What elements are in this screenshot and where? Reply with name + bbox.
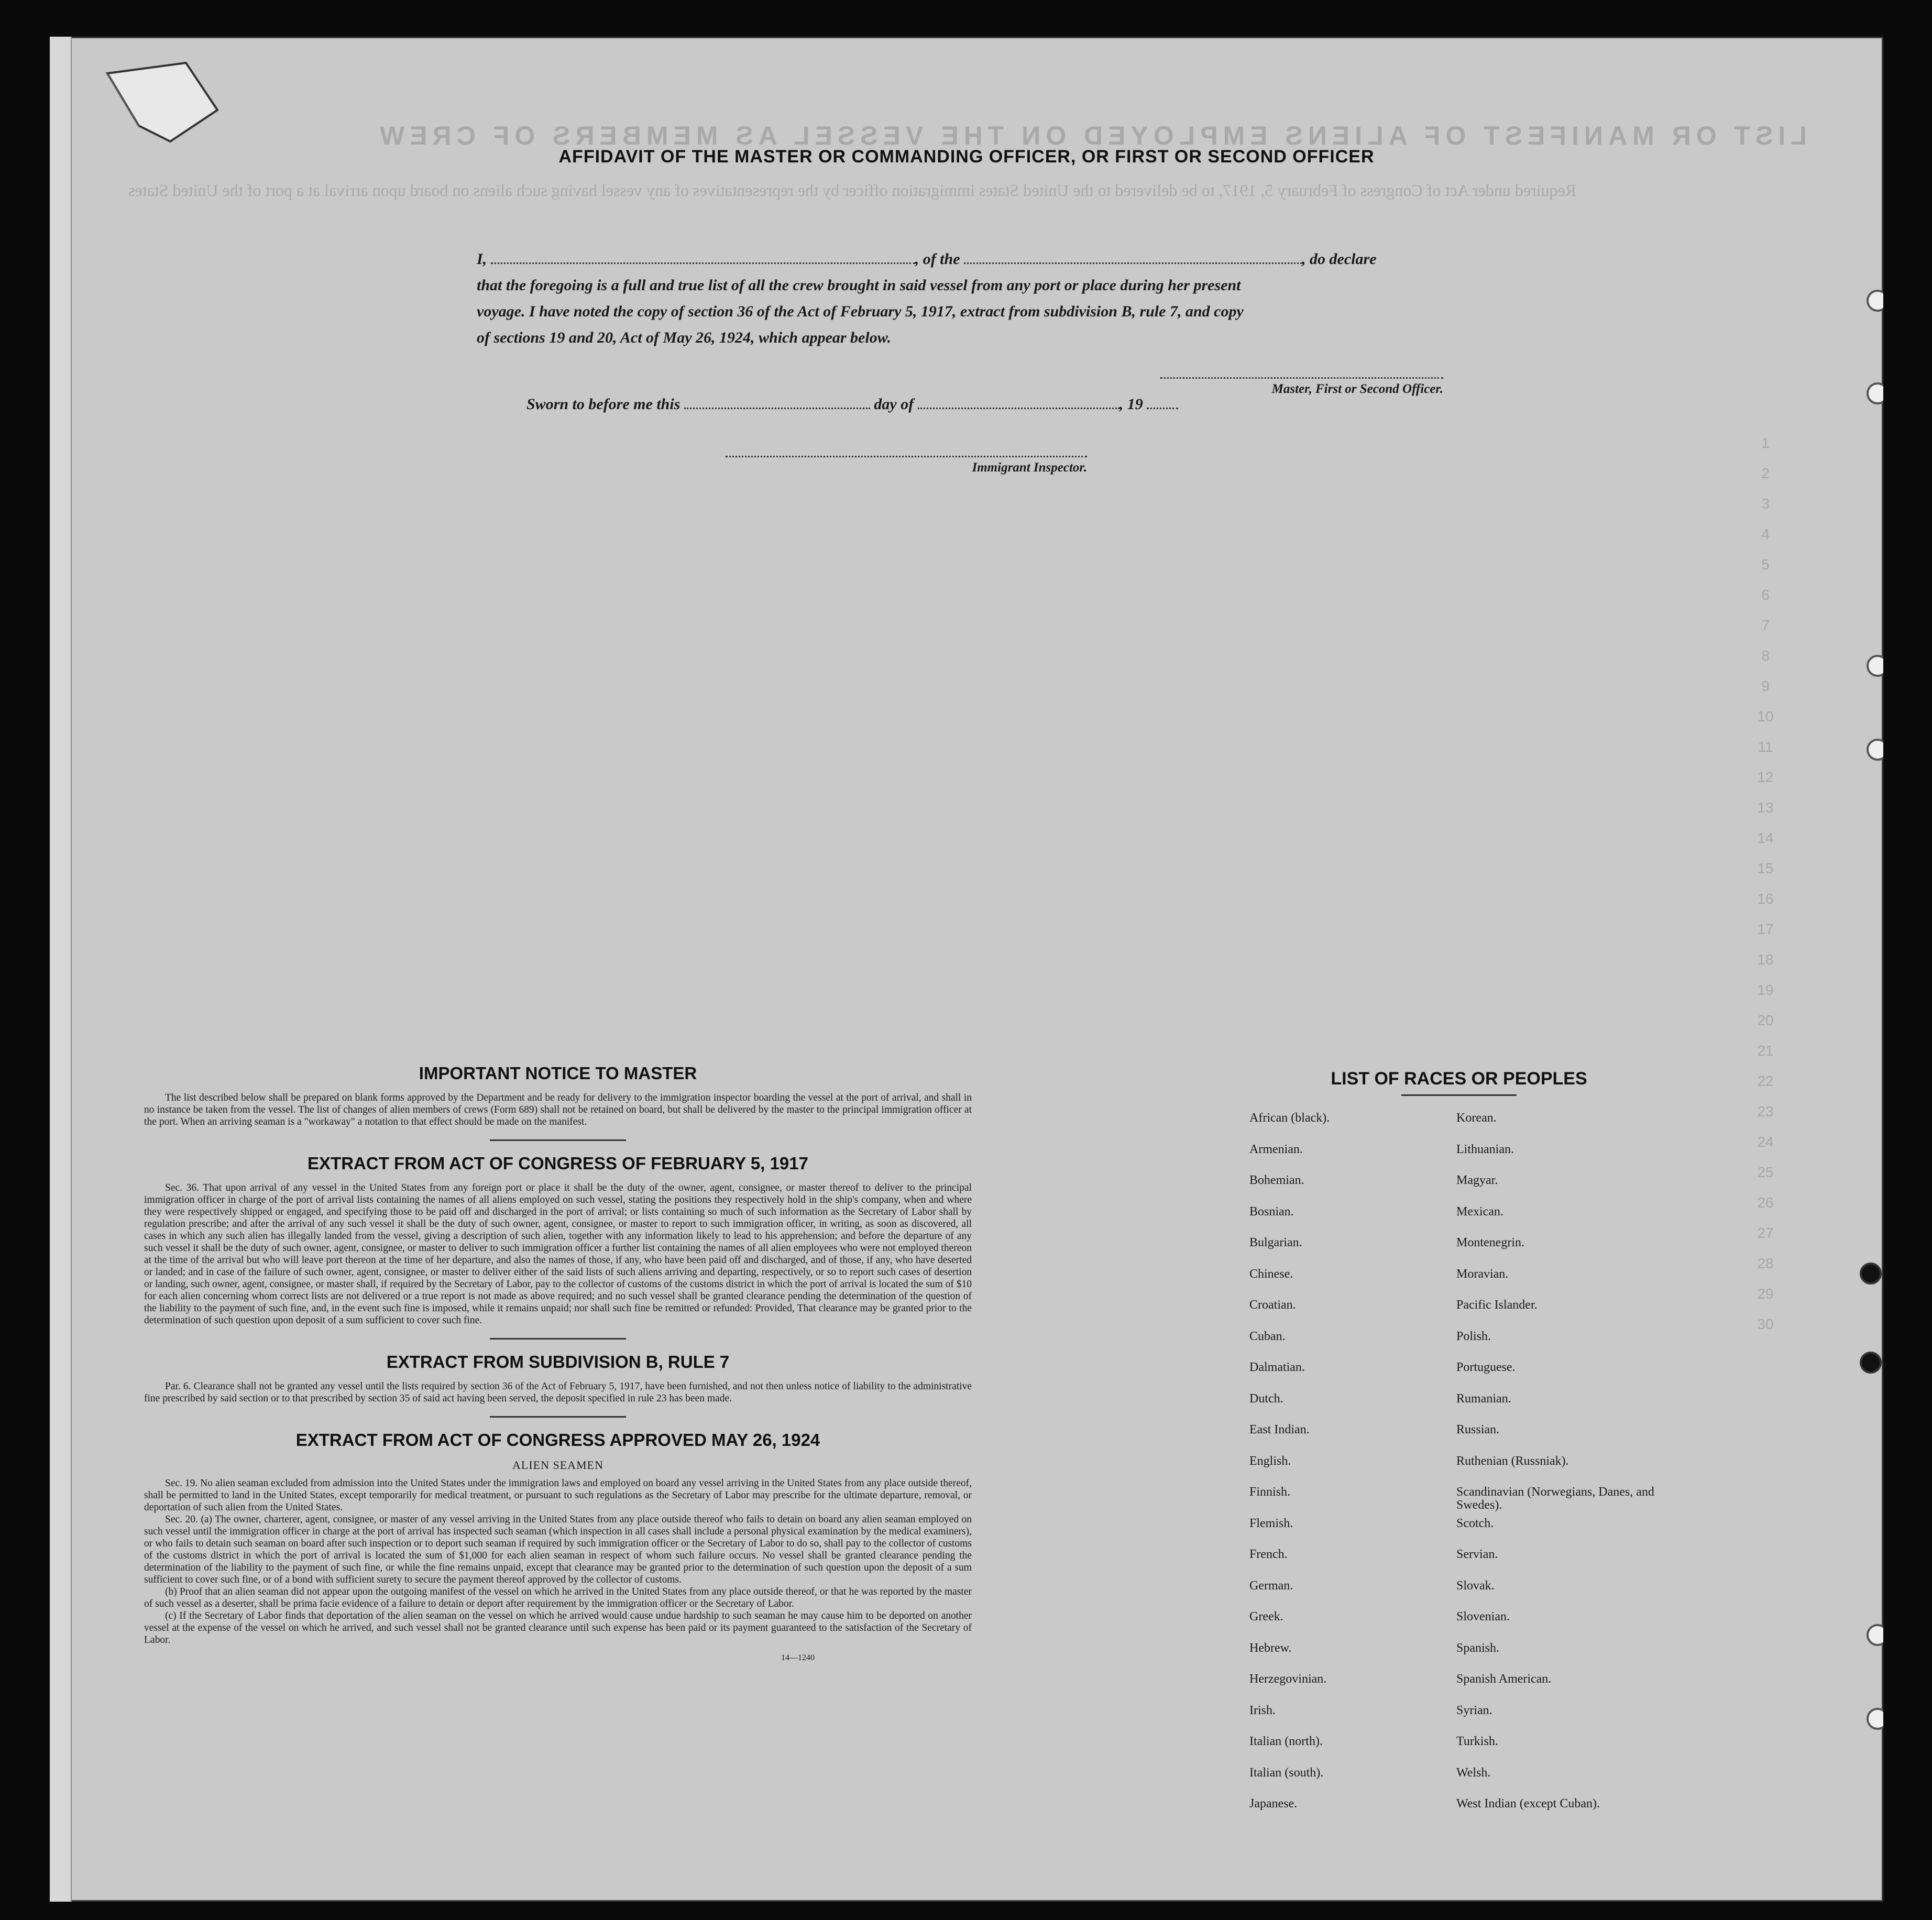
race-item: Turkish.	[1456, 1735, 1498, 1748]
notice-text: The list described below shall be prepared on blank forms approved by the Department and be ready for delivery to the immigration inspector boarding the vessel at the port of arrival, and shall in no instance be taken from the vessel. The list of changes of alien members of crews (Form 689) shall not be retained on board, but shall be delivered by the master to the principal immigration officer at the port. When an arriving seaman is a "workaway" a notation to that effect should be made on the manifest.	[144, 1092, 972, 1127]
master-signature	[1160, 361, 1443, 397]
race-item: Spanish.	[1456, 1641, 1500, 1655]
ghost-row-number: 11	[1758, 739, 1773, 755]
master-signature-line[interactable]	[1160, 361, 1443, 379]
ghost-row-number: 13	[1757, 799, 1774, 816]
ghost-row-number: 26	[1757, 1194, 1774, 1211]
race-item: Slovenian.	[1456, 1610, 1510, 1623]
extract-1917-title: EXTRACT FROM ACT OF CONGRESS OF FEBRUARY 5, 1917	[308, 1154, 808, 1173]
ghost-row-number: 24	[1757, 1134, 1774, 1150]
inspector-caption: Immigrant Inspector.	[972, 460, 1087, 475]
affidavit-line-1	[477, 246, 1561, 272]
affidavit-line1-a: I,	[477, 250, 487, 268]
punch-hole	[1867, 1708, 1883, 1730]
inspector-signature-line[interactable]	[726, 440, 1087, 457]
sworn-month-field[interactable]	[918, 396, 1119, 409]
race-item: French.	[1249, 1548, 1288, 1561]
divider	[490, 1416, 626, 1418]
ghost-row-number: 22	[1757, 1073, 1774, 1089]
race-item: Slovak.	[1456, 1578, 1495, 1593]
ghost-row-number: 1	[1761, 435, 1770, 451]
affidavit-line1-c: , do declare	[1302, 250, 1377, 268]
race-item: African (black).	[1249, 1111, 1330, 1125]
race-item: Hebrew.	[1249, 1641, 1292, 1655]
race-item: Welsh.	[1456, 1765, 1491, 1780]
punch-hole	[1867, 1624, 1883, 1646]
extract-rule7-title: EXTRACT FROM SUBDIVISION B, RULE 7	[386, 1352, 730, 1372]
ghost-row-number: 27	[1757, 1225, 1774, 1241]
ghost-row-number: 14	[1757, 830, 1774, 846]
sworn-c: , 19	[1119, 396, 1143, 413]
sworn-a: Sworn to before me this	[526, 396, 680, 413]
punch-hole	[1867, 382, 1883, 404]
extract-1924-title: EXTRACT FROM ACT OF CONGRESS APPROVED MAY 26, 1924	[295, 1430, 820, 1450]
ghost-row-number: 18	[1757, 951, 1774, 968]
race-item: Cuban.	[1249, 1329, 1286, 1343]
manifest-sheet	[50, 37, 1883, 1902]
sec19-text: Sec. 19. No alien seaman excluded from admission into the United States under the immigration laws and employed on board any vessel arriving in the United States from any place outside thereof, shall be permitted to land in the United States, except temporarily for medical treatment, or pursuant to such regulations as the Secretary of Labor may prescribe for the ultimate departure, removal, or deportation of such alien from the United States.	[144, 1478, 972, 1513]
race-item: Syrian.	[1456, 1703, 1492, 1717]
race-item: Russian.	[1456, 1423, 1500, 1436]
legal-extracts	[144, 1063, 972, 1663]
ghost-row-numbers	[1742, 435, 1789, 1346]
form-number: 14—1240	[781, 1653, 815, 1662]
ghost-row-number: 2	[1761, 465, 1770, 481]
ghost-row-number: 23	[1757, 1103, 1774, 1120]
race-item: Portuguese.	[1456, 1361, 1516, 1374]
race-item: Bulgarian.	[1249, 1236, 1302, 1249]
ghost-row-number: 9	[1761, 678, 1770, 694]
ghost-row-number: 10	[1757, 708, 1774, 725]
race-item: Scandinavian (Norwegians, Danes, and Swedes).	[1456, 1485, 1654, 1512]
ghost-row-number: 25	[1757, 1164, 1774, 1180]
sec20c-text: (c) If the Secretary of Labor finds that deportation of the alien seaman on the vessel on which he arrived would cause undue hardship to such seaman he may cause him to be deported on another vessel at the expense of the vessel on which he arrived, and such vessel shall not be granted clearance until such expense has been paid or its payment guaranteed to the satisfaction of the Secretary of Labor.	[144, 1610, 972, 1645]
race-item: Irish.	[1249, 1703, 1276, 1717]
sec20b-text: (b) Proof that an alien seaman did not appear upon the outgoing manifest of the vessel on which he arrived in the United States from any place outside thereof, or that he was reported by the master of such vessel as a deserter, shall be prima facie evidence of a failure to detain or deport after requirement by the immigration officer or the Secretary of Labor.	[144, 1586, 972, 1609]
ghost-row-number: 4	[1761, 526, 1770, 542]
sworn-year-field[interactable]	[1147, 396, 1178, 409]
punch-hole	[1867, 290, 1883, 312]
extract-1924-subhead: ALIEN SEAMEN	[512, 1458, 603, 1472]
ghost-row-number: 29	[1757, 1286, 1774, 1302]
race-item: Armenian.	[1249, 1142, 1303, 1156]
punch-hole	[1867, 655, 1883, 677]
ghost-row-number: 30	[1757, 1316, 1774, 1332]
race-item: Korean.	[1456, 1111, 1497, 1125]
ghost-row-number: 5	[1761, 556, 1770, 573]
race-item: Herzegovinian.	[1249, 1672, 1327, 1686]
race-item: Japanese.	[1249, 1797, 1298, 1811]
ghost-subtitle: Required under Act of Congress of February 5, 1917, to be delivered to the United States immigration officer by the representatives of any vessel having such aliens on board upon arrival at a port of the United States	[128, 181, 1577, 200]
divider	[1401, 1094, 1517, 1096]
race-item: Greek.	[1249, 1610, 1283, 1623]
ghost-row-number: 16	[1757, 891, 1774, 907]
race-item: Finnish.	[1249, 1485, 1291, 1499]
ghost-row-number: 7	[1761, 617, 1770, 633]
race-item: East Indian.	[1249, 1423, 1310, 1436]
race-item: Servian.	[1456, 1548, 1498, 1561]
name-field[interactable]	[491, 251, 915, 264]
race-item: Dalmatian.	[1249, 1361, 1305, 1374]
race-item: English.	[1249, 1454, 1291, 1468]
punch-hole	[1860, 1263, 1882, 1285]
affidavit-title: AFFIDAVIT OF THE MASTER OR COMMANDING OFFICER, OR FIRST OR SECOND OFFICER	[558, 147, 1375, 167]
sworn-day-field[interactable]	[684, 396, 870, 409]
affidavit-line-4: of sections 19 and 20, Act of May 26, 1924, which appear below.	[477, 329, 892, 346]
sec20a-text: Sec. 20. (a) The owner, charterer, agent, consignee, or master of any vessel arriving in the United States from any place outside thereof who fails to detain on board any alien seaman employed on such vessel until the immigration officer in charge at the port of arrival has inspected such seaman (which inspection in all cases shall include a personal physical examination by the medical examiners), or who fails to detain such seaman on board after such inspection or to deport such seaman if required by such immigration officer or the Secretary of Labor to do so, shall pay to the collector of customs of the customs district in which the port of arrival is located the sum of $1,000 for each alien seaman in respect of whom such failure occurs. No vessel shall be granted clearance pending the determination of the liability to the payment of such fine, or while the fine remains unpaid, except that clearance may be granted prior to the determination of such question upon the deposit of a sum sufficient to cover such fine, or of a bond with sufficient surety to secure the payment thereof approved by the collector of customs.	[144, 1514, 972, 1585]
race-item: Bosnian.	[1249, 1204, 1294, 1219]
race-item: Montenegrin.	[1456, 1236, 1524, 1249]
affidavit-line-3: voyage. I have noted the copy of section 36 of the Act of February 5, 1917, extract from subdivision B, rule 7, and copy	[477, 303, 1244, 320]
race-item: Moravian.	[1456, 1267, 1509, 1281]
race-item: Ruthenian (Russniak).	[1456, 1454, 1569, 1468]
race-item: Pacific Islander.	[1456, 1298, 1538, 1312]
punch-hole	[1860, 1352, 1882, 1374]
race-item: Scotch.	[1456, 1516, 1494, 1530]
ghost-row-number: 3	[1761, 496, 1770, 512]
race-item: Italian (south).	[1249, 1765, 1324, 1780]
punch-hole	[1867, 739, 1883, 761]
race-item: Rumanian.	[1456, 1391, 1511, 1406]
race-item: Lithuanian.	[1456, 1142, 1514, 1156]
race-item: Spanish American.	[1456, 1672, 1552, 1686]
ghost-row-number: 20	[1757, 1012, 1774, 1028]
race-item: Croatian.	[1249, 1298, 1296, 1312]
divider	[490, 1338, 626, 1340]
race-item: Flemish.	[1249, 1516, 1293, 1530]
affidavit-body	[477, 246, 1561, 351]
ghost-row-number: 17	[1757, 921, 1774, 937]
races-title: LIST OF RACES OR PEOPLES	[1331, 1069, 1587, 1089]
extract-1917-text: Sec. 36. That upon arrival of any vessel in the United States from any foreign port or place it shall be the duty of the owner, agent, consignee, or master thereof to deliver to the principal immigration officer in charge of the port of arrival lists containing the names of all aliens employed on such vessel, stating the positions they respectively hold in the ship's company, when and where they were respectively shipped or engaged, and specifying those to be paid off and discharged in the port of arrival; or lists containing so much of such information as the Secretary of Labor shall by regulation prescribe; and after the arrival of any such vessel it shall be the duty of such owner, agent, consignee, or master to report to such immigration officer, in writing, as soon as discovered, all cases in which any such alien has illegally landed from the vessel, giving a description of such alien, together with any information likely to lead to his apprehension; and before the departure of any such vessel it shall be the duty of such owner, agent, consignee, or master to deliver to such immigration officer a further list containing the names of all alien employees who were not employed thereon at the time of the arrival but who will leave port thereon at the time of her departure, and also the names of those, if any, who have been paid off and discharged, and of those, if any, who have deserted or landed; and in case of the failure of such owner, agent, consignee, or master to deliver either of the said lists of such aliens arriving and departing, respectively, or so to report such cases of desertion or landing, such owner, agent, consignee, or master shall, if required by the Secretary of Labor, pay to the collector of customs of the customs district in which the port of arrival is located the sum of $10 for each alien concerning whom correct lists are not delivered or a true report is not made as above required; and no such vessel shall be granted clearance pending the determination of the question of the liability to the payment of such fine, and, in the event such fine is imposed, while it remains unpaid; nor shall such fine be remitted or refunded: Provided, That clearance may be granted prior to the determination of such question upon deposit of a sum sufficient to cover such fine.	[144, 1182, 972, 1326]
race-item: Bohemian.	[1249, 1173, 1304, 1187]
affidavit-line1-b: , of the	[915, 250, 960, 268]
race-item: Magyar.	[1456, 1173, 1498, 1187]
ghost-title: LIST OR MANIFEST OF ALIENS EMPLOYED ON THE VESSEL AS MEMBERS OF CREW	[375, 121, 1807, 150]
ghost-row-number: 12	[1757, 769, 1774, 785]
vessel-field[interactable]	[964, 251, 1302, 264]
ghost-row-number: 15	[1757, 860, 1774, 876]
divider	[490, 1139, 626, 1141]
race-item: German.	[1249, 1578, 1293, 1593]
races-grid	[1223, 1112, 1695, 1829]
sworn-statement	[526, 396, 1178, 413]
ghost-row-number: 6	[1761, 587, 1770, 603]
inspector-signature	[678, 440, 1087, 475]
sworn-b: day of	[874, 396, 914, 413]
affidavit-line-2: that the foregoing is a full and true list of all the crew brought in said vessel from any port or place during her present	[477, 277, 1241, 294]
ghost-row-number: 19	[1757, 982, 1774, 998]
race-item: Italian (north).	[1249, 1735, 1323, 1748]
race-item: Polish.	[1456, 1329, 1491, 1343]
ghost-row-number: 21	[1757, 1043, 1774, 1059]
race-item: West Indian (except Cuban).	[1456, 1797, 1600, 1811]
race-item: Mexican.	[1456, 1204, 1503, 1219]
notice-title: IMPORTANT NOTICE TO MASTER	[419, 1063, 697, 1083]
extract-rule7-text: Par. 6. Clearance shall not be granted any vessel until the lists required by section 36 of the Act of February 5, 1917, have been furnished, and not then unless notice of liability to the administrative fine prescribed by said section or to that prescribed by section 35 of said act having been served, the deposit specified in rule 23 has been made.	[144, 1381, 972, 1404]
races-list	[1223, 1069, 1695, 1829]
ghost-row-number: 8	[1761, 648, 1770, 664]
left-edge-strip	[50, 37, 72, 1902]
race-item: Chinese.	[1249, 1267, 1293, 1281]
race-item: Dutch.	[1249, 1391, 1283, 1406]
ghost-row-number: 28	[1757, 1255, 1774, 1271]
master-signature-caption: Master, First or Second Officer.	[1271, 382, 1443, 396]
